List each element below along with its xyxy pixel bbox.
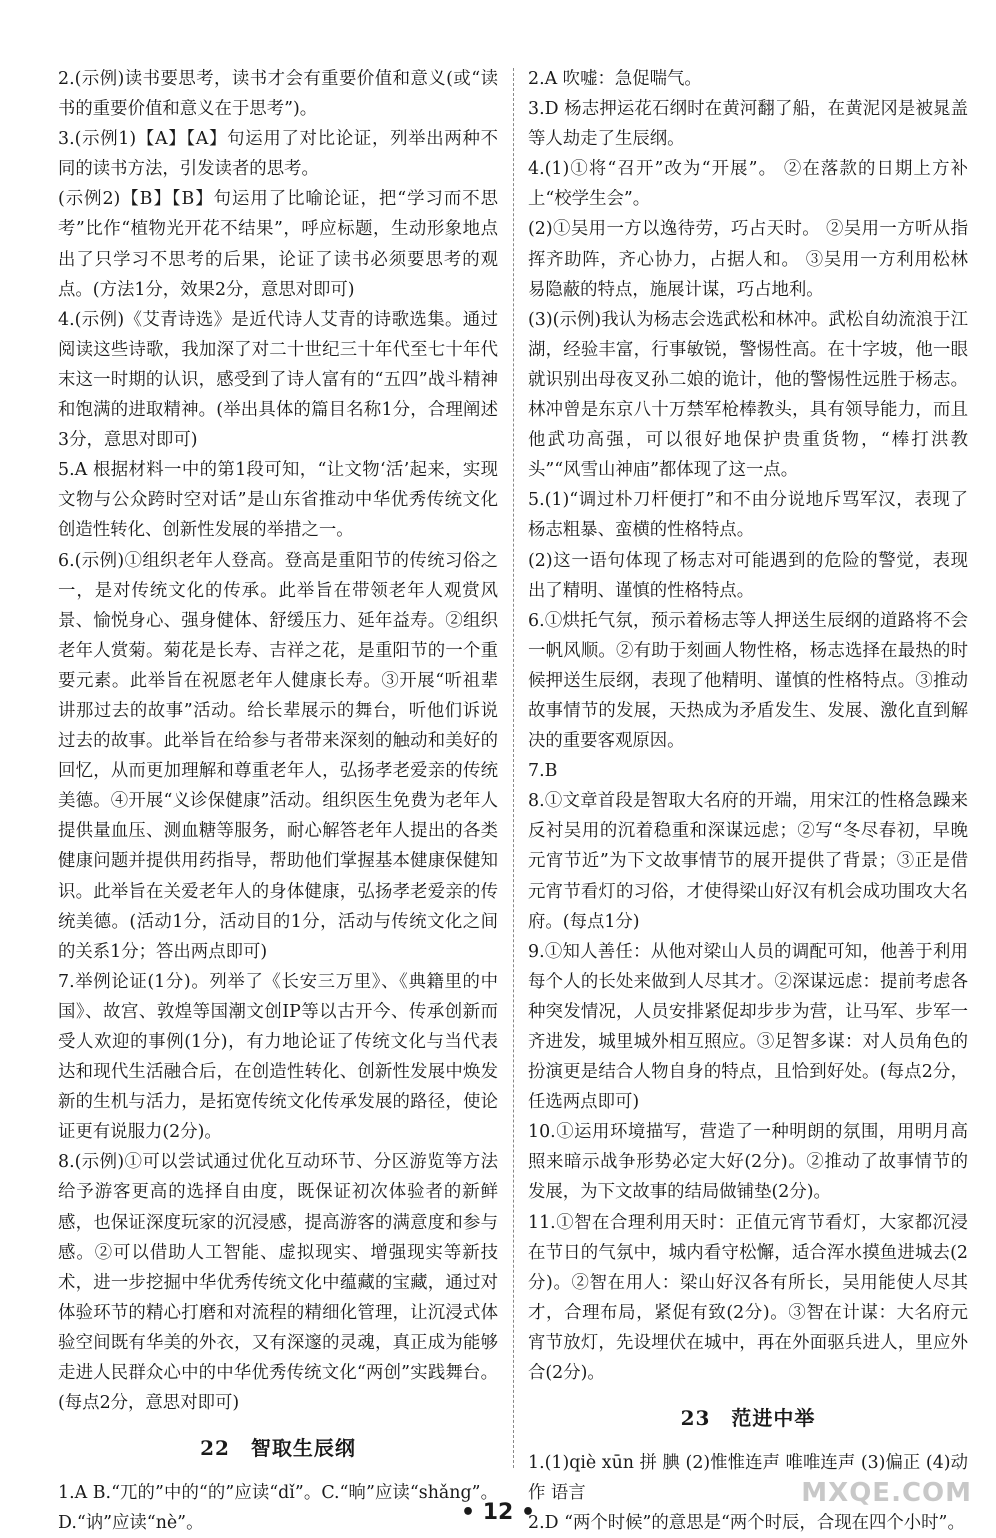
answer-right-4-2: (2)①吴用一方以逸待劳，巧占天时。 ②吴用一方听从指挥齐助阵，齐心协力，占据人和。 ③吴用一方利用松林易隐蔽的特点，施展计谋，巧占地利。 — [528, 219, 968, 300]
answer-left-22-1: 1.A B.“兀的”中的“的”应读“dǐ”。C.“晌”应读“shǎng”。D.“讷”应读“nè”。 — [58, 1483, 498, 1534]
answer-right-5-1: 5.(1)“调过朴刀杆便打”和不由分说地斥骂军汉，表现了杨志粗暴、蛮横的性格特点。 — [528, 490, 968, 541]
answer-left-6: 6.(示例)①组织老年人登高。登高是重阳节的传统习俗之一，是对传统文化的传承。此举旨在带领老年人观赏风景、愉悦身心、强身健体、舒缓压力、延年益寿。②组织老年人赏菊。菊花是长寿、吉祥之花，是重阳节的一个重要元素。此举旨在祝愿老年人健康长寿。③开展“听祖辈讲那过去的故事”活动。给长辈展示的舞台，听他们诉说过去的故事。此举旨在给参与者带来深刻的触动和美好的回忆，从而更加理解和尊重老年人，弘扬孝老爱亲的传统美德。④开展“义诊保健康”活动。组织医生免费为老年人提供量血压、测血糖等服务，耐心解答老年人提出的各类健康问题并提供用药指导，帮助他们掌握基本健康保健知识。此举旨在关爱老年人的身体健康，弘扬孝老爱亲的传统美德。(活动1分，活动目的1分，活动与传统文化之间的关系1分；答出两点即可) — [58, 550, 498, 962]
answer-right-4-1: 4.(1)①将“召开”改为“开展”。 ②在落款的日期上方补上“校学生会”。 — [528, 159, 968, 210]
left-column — [58, 64, 498, 1538]
answer-left-4: 4.(示例)《艾青诗选》是近代诗人艾青的诗歌选集。通过阅读这些诗歌，我加深了对二十世纪三十年代至七十年代末这一时期的认识，感受到了诗人富有的“五四”战斗精神和饱满的进取精神。(举出具体的篇目名称1分，合理阐述3分，意思对即可) — [58, 309, 498, 451]
answer-right-23-2: 2.D “两个时候”的意思是“两个时辰，合现在四个小时”。 — [528, 1513, 965, 1534]
column-divider — [513, 68, 514, 1468]
answer-left-3: 3.(示例1)【A】【A】句运用了对比论证，列举出两种不同的读书方法，引发读者的思考。 — [58, 129, 498, 180]
answer-right-10: 10.①运用环境描写，营造了一种明朗的氛围，用明月高照来暗示战争形势必定大好(2分)。②推动了故事情节的发展，为下文故事的结局做铺垫(2分)。 — [528, 1122, 968, 1203]
right-column — [528, 64, 968, 1538]
answer-left-8: 8.(示例)①可以尝试通过优化互动环节、分区游览等方法给予游客更高的选择自由度，既保证初次体验者的新鲜感，也保证深度玩家的沉浸感，提高游客的满意度和参与感。②可以借助人工智能、虚拟现实、增强现实等新技术，进一步挖掘中华优秀传统文化中蕴藏的宝藏，通过对体验环节的精心打磨和对流程的精细化管理，让沉浸式体验空间既有华美的外衣，又有深邃的灵魂，真正成为能够走进人民群众心中的中华优秀传统文化“两创”实践舞台。(每点2分，意思对即可) — [58, 1152, 498, 1414]
answer-right-5-2: (2)这一语句体现了杨志对可能遇到的危险的警觉，表现出了精明、谨慎的性格特点。 — [528, 550, 968, 601]
answer-left-5: 5.A 根据材料一中的第1段可知，“让文物‘活’起来，实现文物与公众跨时空对话”是山东省推动中华优秀传统文化创造性转化、创新性发展的举措之一。 — [58, 460, 498, 541]
page-number: • 12 • — [460, 1500, 536, 1525]
answer-right-3: 3.D 杨志押运花石纲时在黄河翻了船，在黄泥冈是被晁盖等人劫走了生辰纲。 — [528, 99, 968, 150]
answer-left-3b: (示例2)【B】【B】句运用了比喻论证，把“学习而不思考”比作“植物光开花不结果”，呼应标题，生动形象地点出了只学习不思考的后果，论证了读书必须要思考的观点。(方法1分，效果2分，意思对即可) — [58, 189, 498, 300]
answer-right-2: 2.A 吹嘘：急促喘气。 — [528, 69, 702, 89]
answer-right-23-1: 1.(1)qiè xūn 拼 腆 (2)惟惟连声 唯唯连声 (3)偏正 (4)动作 语言 — [528, 1453, 968, 1504]
section-heading-22: 22 智取生辰纲 — [200, 1436, 356, 1461]
answer-right-11: 11.①智在合理利用天时：正值元宵节看灯，大家都沉浸在节日的气氛中，城内看守松懈，适合浑水摸鱼进城去(2分)。②智在用人：梁山好汉各有所长，吴用能使人尽其才，合理布局，紧促有致(2分)。③智在计谋：大名府元宵节放灯，先设埋伏在城中，再在外面驱兵进人，里应外合(2分)。 — [528, 1212, 968, 1384]
answer-right-8: 8.①文章首段是智取大名府的开端，用宋江的性格急躁来反衬吴用的沉着稳重和深谋远虑；②写“冬尽春初，早晚元宵节近”为下文故事情节的展开提供了背景；③正是借元宵节看灯的习俗，才使得梁山好汉有机会成功围攻大名府。(每点1分) — [528, 791, 968, 932]
answer-left-2: 2.(示例)读书要思考，读书才会有重要价值和意义(或“读书的重要价值和意义在于思考”)。 — [58, 69, 498, 120]
answer-right-9: 9.①知人善任：从他对梁山人员的调配可知，他善于利用每个人的长处来做到人尽其才。②深谋远虑：提前考虑各种突发情况，人员安排紧促却步步为营，让马军、步军一齐进发，城里城外相互照应。③足智多谋：对人员角色的扮演更是结合人物自身的特点，且恰到好处。(每点2分，任选两点即可) — [528, 941, 968, 1113]
answer-right-7: 7.B — [528, 761, 558, 782]
answer-right-4-3: (3)(示例)我认为杨志会选武松和林冲。武松自幼流浪于江湖，经验丰富，行事敏锐，警惕性高。在十字坡，他一眼就识别出母夜叉孙二娘的诡计，他的警惕性远胜于杨志。林冲曾是东京八十万禁军枪棒教头，具有领导能力，而且他武功高强，可以很好地保护贵重货物，“棒打洪教头”“风雪山神庙”都体现了这一点。 — [528, 309, 968, 481]
answer-right-6: 6.①烘托气氛，预示着杨志等人押送生辰纲的道路将不会一帆风顺。②有助于刻画人物性格，杨志选择在最热的时候押送生辰纲，表现了他精明、谨慎的性格特点。③推动故事情节的发展，天热成为矛盾发生、发展、激化直到解决的重要客观原因。 — [528, 610, 968, 752]
answer-left-7: 7.举例论证(1分)。列举了《长安三万里》、《典籍里的中国》、故宫、敦煌等国潮文创IP等以古开今、传承创新而受人欢迎的事例(1分)，有力地论证了传统文化与当代表达和现代生活融合后，在创造性转化、创新性发展中焕发新的生机与活力，是拓宽传统文化传承发展的路径，使论证更有说服力(2分)。 — [58, 971, 498, 1143]
watermark-logo: MXQE.COM — [801, 1478, 972, 1508]
section-heading-23: 23 范进中举 — [680, 1406, 816, 1431]
